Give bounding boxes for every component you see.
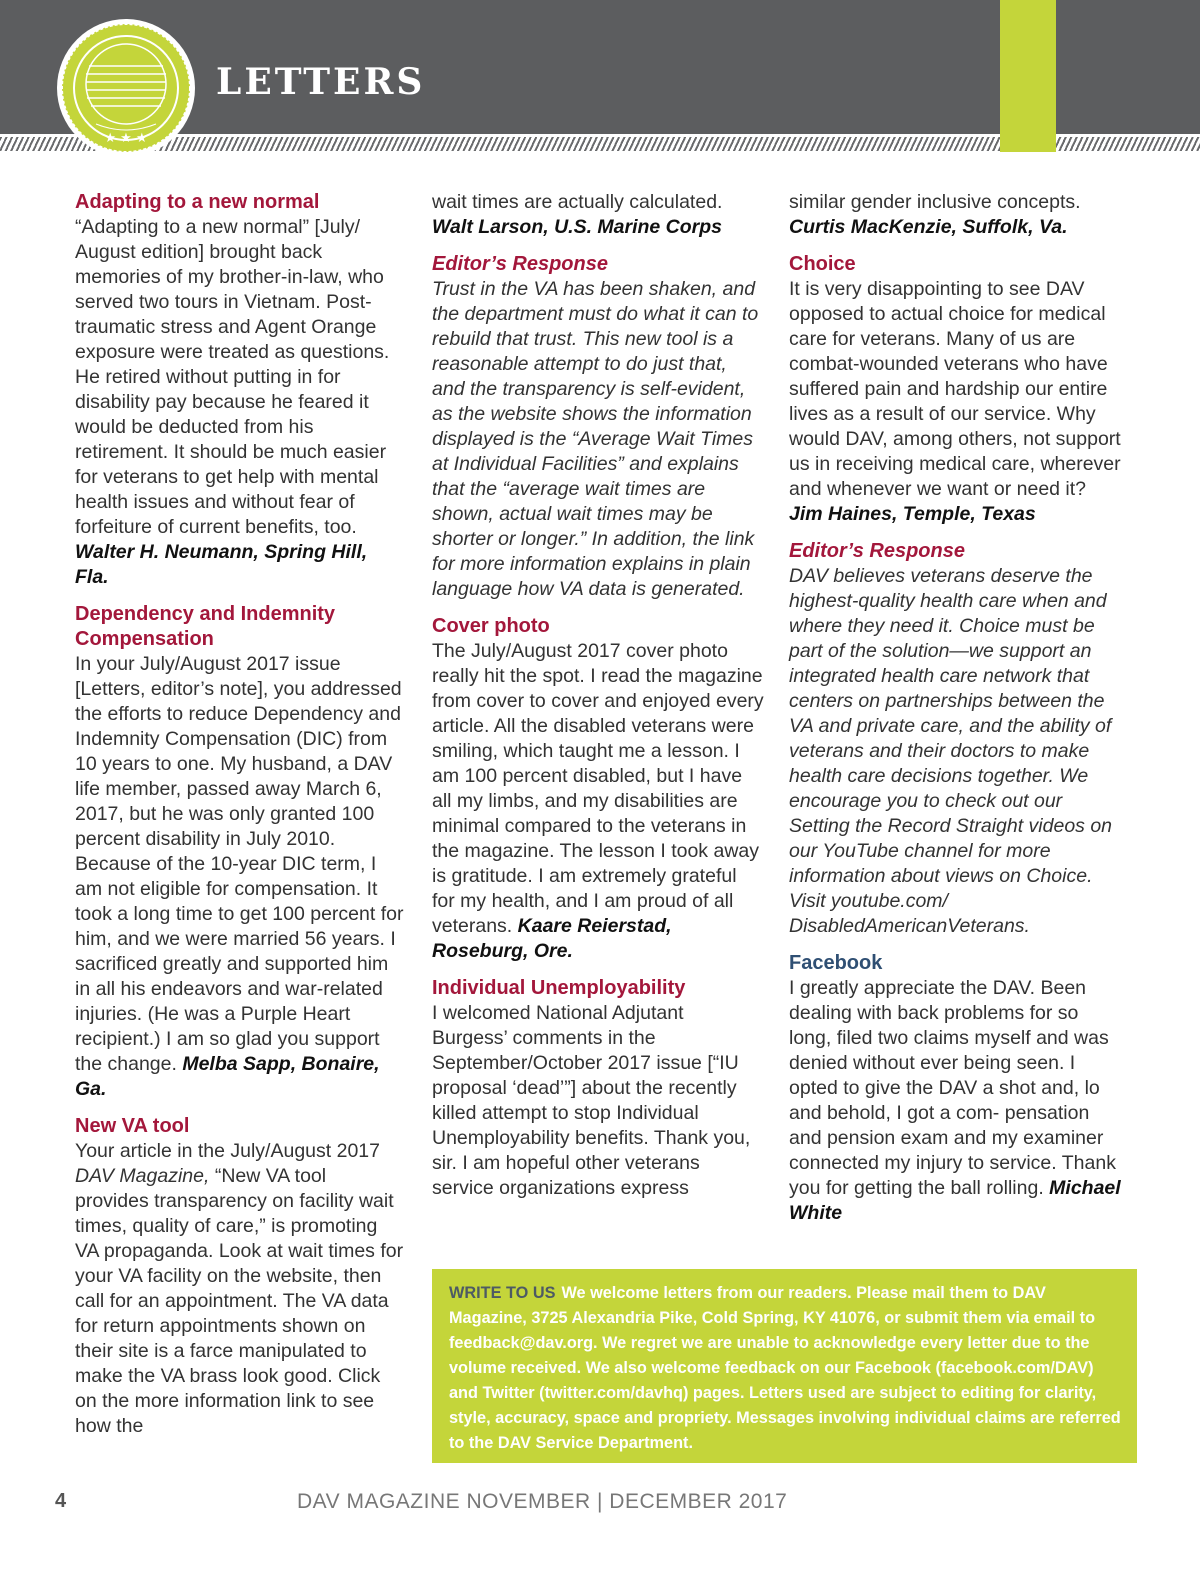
publication-footer: DAV MAGAZINE NOVEMBER | DECEMBER 2017 <box>297 1490 788 1513</box>
letter-facebook <box>789 951 1123 1226</box>
letter-signature: Walter H. Neumann, Spring Hill, Fla. <box>75 541 368 588</box>
letter-adapting <box>75 190 405 590</box>
letter-signature: Michael White <box>789 1177 1121 1224</box>
write-to-us-label: WRITE TO US <box>449 1284 556 1302</box>
letter-continuation <box>432 190 764 240</box>
response-body: DAV believes veterans deserve the highest-quality health care when and where they need it. Choice must be part of the solution—we support an integrated health care network that centers on partnerships between the VA and private care, and the ability of veterans and their doctors to make health care decisions together. We encourage you to check out our Setting the Record Straight videos on our YouTube channel for more information about views on Choice. Visit youtube.com/ DisabledAmericanVeterans. <box>789 565 1113 937</box>
letter-signature: Curtis MacKenzie, Suffolk, Va. <box>789 216 1068 238</box>
write-to-us-text: WRITE TO US We welcome letters from our readers. Please mail them to DAV Magazine, 3725 Alexandria Pike, Cold Spring, KY 41076, or submit them via email to feedback@dav.org. We regret we are unable to acknowledge every letter due to the volume received. We also welcome feedback on our Facebook (facebook.com/DAV) and Twitter (twitter.com/davhq) pages. Letters used are subject to editing for clarity, style, accuracy, space and propriety. Messages involving individual claims are referred to the DAV Service Department. <box>449 1284 1121 1452</box>
column-2 <box>432 190 764 1213</box>
letter-signature: Kaare Reierstad, Roseburg, Ore. <box>432 915 672 962</box>
letter-headline: New VA tool <box>75 1115 190 1137</box>
letter-signature: Jim Haines, Temple, Texas <box>789 503 1036 525</box>
response-body: Trust in the VA has been shaken, and the department must do what it can to rebuild that trust. This new tool is a reasonable attempt to do just that, and the transparency is self-evident, as the website shows the information displayed is the “Average Wait Times at Individual Facilities” and explains that the “average wait times are shown, actual wait times may be shorter or longer.” In addition, the link for more information explains in plain language how VA data is generated. <box>432 278 759 600</box>
letter-body: In your July/August 2017 issue [Letters, editor’s note], you addressed the efforts to reduce Dependency and Indemnity Compensation (DIC) from 10 years to one. My husband, a DAV life member, passed away March 6, 2017, but he was only granted 100 percent disability in July 2010. Because of the 10-year DIC term, I am not eligible for compensation. It took a long time to get 100 percent for him, and we were married 56 years. I sacrificed greatly and supported him in all his endeavors and war-related injuries. (He was a Purple Heart recipient.) I am so glad you support the change. Melba Sapp, Bonaire, Ga. <box>75 653 404 1100</box>
letter-body: wait times are actually calculated. Walt Larson, U.S. Marine Corps <box>432 191 723 238</box>
letter-headline: Adapting to a new normal <box>75 191 320 213</box>
letter-body: It is very disappointing to see DAV opposed to actual choice for medical care for veterans. Many of us are combat-wounded veterans who have suffered pain and hardship our entire lives as a result of our service. Why would DAV, among others, not support us in receiving medical care, wherever and whenever we want or need it? Jim Haines, Temple, Texas <box>789 278 1121 525</box>
letter-choice <box>789 252 1123 527</box>
letters-badge-icon <box>56 18 196 158</box>
letter-body: “Adapting to a new normal” [July/ August edition] brought back memories of my brother-in-law, who served two tours in Vietnam. Post-traumatic stress and Agent Orange exposure were treated as questions. He retired without putting in for disability pay because he feared it would be deducted from his retirement. It should be much easier for veterans to get help with mental health issues and without fear of forfeiture of current benefits, too. Walter H. Neumann, Spring Hill, Fla. <box>75 216 390 588</box>
letter-headline: Cover photo <box>432 615 550 637</box>
accent-bar <box>1000 0 1056 152</box>
response-headline: Editor’s Response <box>432 253 608 275</box>
letter-new-va-tool <box>75 1114 405 1439</box>
letter-headline: Individual Unemployability <box>432 977 686 999</box>
page-number: 4 <box>55 1490 67 1512</box>
letter-headline: Choice <box>789 253 856 275</box>
letter-body: I welcomed National Adjutant Burgess’ comments in the September/October 2017 issue [“IU proposal ‘dead’”] about the recently killed attempt to stop Individual Unemployability benefits. Thank you, sir. I am hopeful other veterans service organizations express <box>432 1002 751 1199</box>
letter-headline: Facebook <box>789 952 883 974</box>
letter-signature: Melba Sapp, Bonaire, Ga. <box>75 1053 380 1100</box>
magazine-name: DAV Magazine, <box>75 1165 210 1187</box>
svg-text:★ ★ ★: ★ ★ ★ <box>104 131 148 146</box>
column-1 <box>75 190 405 1451</box>
letter-body: Your article in the July/August 2017 DAV Magazine, “New VA tool provides transparency on facility wait times, quality of care,” is promoting VA propaganda. Look at wait times for your VA facility on the website, then call for an appointment. The VA data for return appointments shown on their site is a farce manipulated to make the VA brass look good. Click on the more information link to see how the <box>75 1140 404 1437</box>
letter-headline: Dependency and Indemnity Compensation <box>75 603 336 650</box>
letter-body: similar gender inclusive concepts. Curtis MacKenzie, Suffolk, Va. <box>789 191 1081 238</box>
letter-continuation <box>789 190 1123 240</box>
letter-cover-photo <box>432 614 764 964</box>
letter-dic <box>75 602 405 1102</box>
letter-signature: Walt Larson, U.S. Marine Corps <box>432 216 723 238</box>
write-to-us-box <box>432 1269 1137 1463</box>
editors-response-2 <box>789 539 1123 939</box>
editors-response-1 <box>432 252 764 602</box>
letter-iu <box>432 976 764 1201</box>
section-title: LETTERS <box>216 61 426 103</box>
response-headline: Editor’s Response <box>789 540 965 562</box>
letter-body: I greatly appreciate the DAV. Been dealing with back problems for so long, filed two claims myself and was denied without ever being seen. I opted to give the DAV a shot and, lo and behold, I got a com- pensation and pension exam and my examiner connected my injury to service. Thank you for getting the ball rolling. Michael White <box>789 977 1121 1224</box>
letter-body: The July/August 2017 cover photo really hit the spot. I read the magazine from cover to cover and enjoyed every article. All the disabled veterans were smiling, which taught me a lesson. I am 100 percent disabled, but I have all my limbs, and my disabilities are minimal compared to the veterans in the magazine. The lesson I took away is gratitude. I am extremely grateful for my health, and I am proud of all veterans. Kaare Reierstad, Roseburg, Ore. <box>432 640 764 962</box>
column-3 <box>789 190 1123 1238</box>
